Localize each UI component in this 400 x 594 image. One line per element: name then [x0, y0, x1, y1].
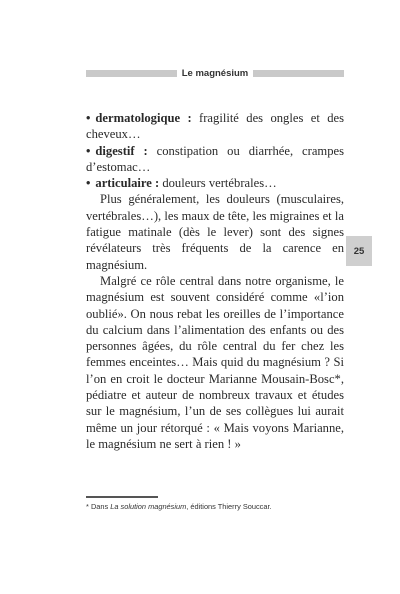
main-text — [86, 110, 344, 452]
running-header — [86, 66, 344, 80]
bullet-dot-icon: • — [86, 176, 91, 191]
footnote-prefix: Dans — [88, 502, 111, 511]
bullet-text: fragilité des ongles et des cheveux… — [86, 111, 344, 142]
header-rule-right — [253, 70, 344, 77]
bullet-term: digestif : — [95, 143, 148, 158]
bullet-term: dermatologique : — [95, 111, 192, 125]
page-number-tab — [346, 236, 372, 266]
footnote-suffix: , éditions Thierry Souccar. — [186, 502, 272, 511]
paragraph: Plus généralement, les douleurs (musculaires, vertébrales…), les maux de tête, les migraines et la fatigue matinale (dès le lever) sont des signes révélateurs très fréquents de la carence en magnésium. — [86, 192, 344, 272]
bullet-dot-icon: • — [86, 111, 91, 125]
bullet-item — [86, 110, 344, 143]
header-rule-left — [86, 70, 177, 77]
footnote — [86, 502, 344, 511]
bullet-item — [86, 175, 344, 191]
paragraph: Malgré ce rôle central dans notre organisme, le magnésium est souvent considéré comme «l’ion oublié». On nous rebat les oreilles de l’importance du calcium dans l’alimentation des enfants ou des personnes âgées, du rôle central du fer chez les femmes enceintes… Mais quid du magnésium ? Si l’on en croit le docteur Marianne Mousain-Bosc*, pédiatre et auteur de nombreux travaux et études sur le magnésium, l’un de ses collègues lui aurait même un jour rétorqué : « Mais voyons Marianne, le magnésium ne sert à rien ! » — [86, 273, 344, 451]
bullet-text: douleurs vertébrales… — [159, 176, 277, 191]
bullet-term: articulaire : — [95, 176, 160, 191]
footnote-book-title: La solution magnésium — [110, 502, 187, 511]
running-header-title: Le magnésium — [181, 67, 249, 79]
page-number: 25 — [353, 245, 365, 257]
bullet-text: constipation ou diarrhée, crampes d’estomac… — [86, 143, 344, 174]
footnote-rule — [86, 496, 158, 498]
footnote-marker: * — [86, 502, 89, 511]
bullet-item — [86, 143, 344, 176]
bullet-dot-icon: • — [86, 143, 91, 158]
